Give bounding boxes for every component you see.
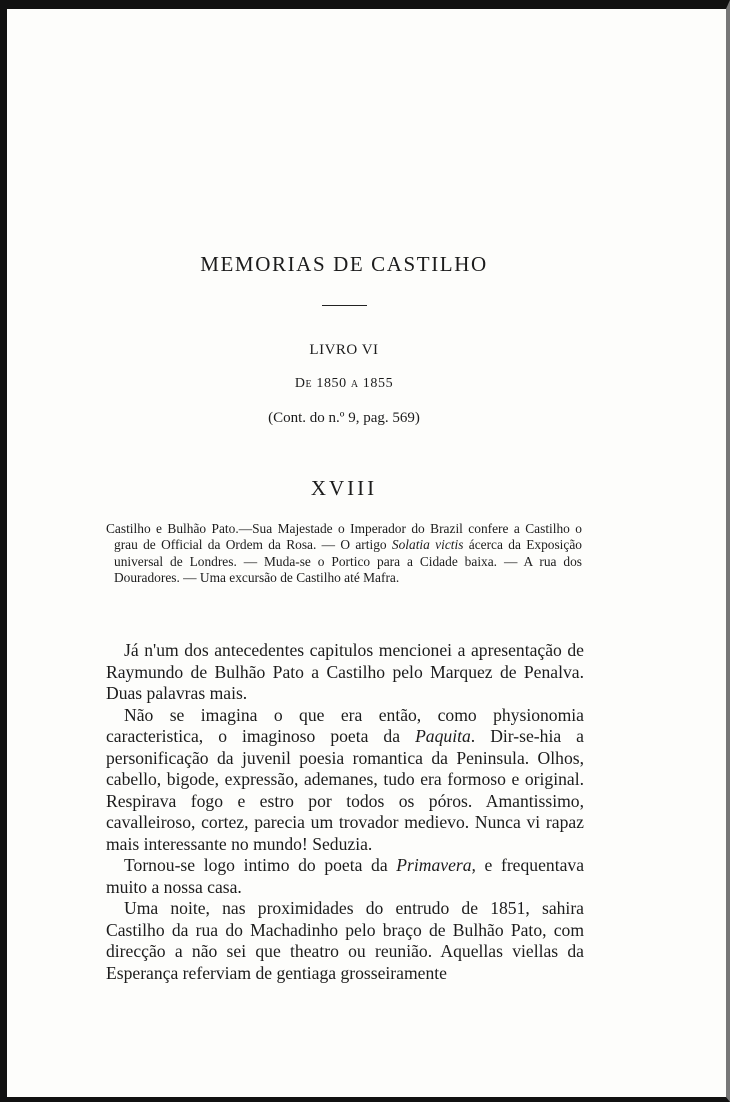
summary-text-b: ácerca da Exposição universal de Londres. — Muda-se o Portico para a Cidade baixa. — A rua dos Douradores. — Uma excursão de Castilho até Mafra. [114, 537, 582, 585]
continuation-note: (Cont. do n.º 9, pag. 569) [268, 410, 420, 426]
paragraph-1: Já n'um dos antecedentes capitulos mencionei a apresentação de Raymundo de Bulhão Pato a Castilho pelo Marquez de Penalva. Duas palavras mais. [106, 640, 584, 703]
chapter-number: XVIII [310, 476, 378, 500]
summary-text-a: Castilho e Bulhão Pato.—Sua Majestade o Imperador do Brazil confere a Castilho o grau de Official da Ordem da Rosa. — O artigo [106, 521, 582, 553]
date-range: De 1850 a 1855 [294, 376, 394, 391]
paragraph-4: Uma noite, nas proximidades do entrudo de 1851, sahira Castilho da rua do Machadinho pelo braço de Bulhão Pato, com direcção a não sei que theatro ou reunião. Aquellas viellas da Esperança referviam de gentiaga grosseiramente [106, 898, 584, 983]
paragraph-2-text-b: . Dir-se-hia a personificação da juvenil poesia romantica da Peninsula. Olhos, cabello, bigode, expressão, ademanes, tudo era formoso e original. Respirava fogo e estro por todos os póros. Amantissimo, cavalleiroso, cortez, parecia um trovador medievo. Nunca vi rapaz mais interessante no mundo! Seduzia. [106, 726, 584, 854]
paragraph-3-italic: Primavera, [396, 855, 476, 875]
body-text [106, 640, 584, 984]
chapter-summary [106, 521, 582, 586]
book-heading: LIVRO VI [309, 342, 379, 358]
paragraph-3-text-a: Tornou-se logo intimo do poeta da [124, 855, 397, 875]
paragraph-3 [106, 855, 584, 898]
paragraph-2-text-a: Não se imagina o que era então, como physionomia caracteristica, o imaginoso poeta da [106, 704, 584, 746]
paragraph-3-text-b: e frequentava muito a nossa casa. [106, 855, 584, 897]
paragraph-2-italic: Paquita [415, 726, 471, 746]
paragraph-2 [106, 705, 584, 856]
title-divider [322, 305, 367, 306]
page-title: MEMORIAS DE CASTILHO [200, 252, 488, 276]
summary-italic-title: Solatia victis [391, 537, 464, 553]
